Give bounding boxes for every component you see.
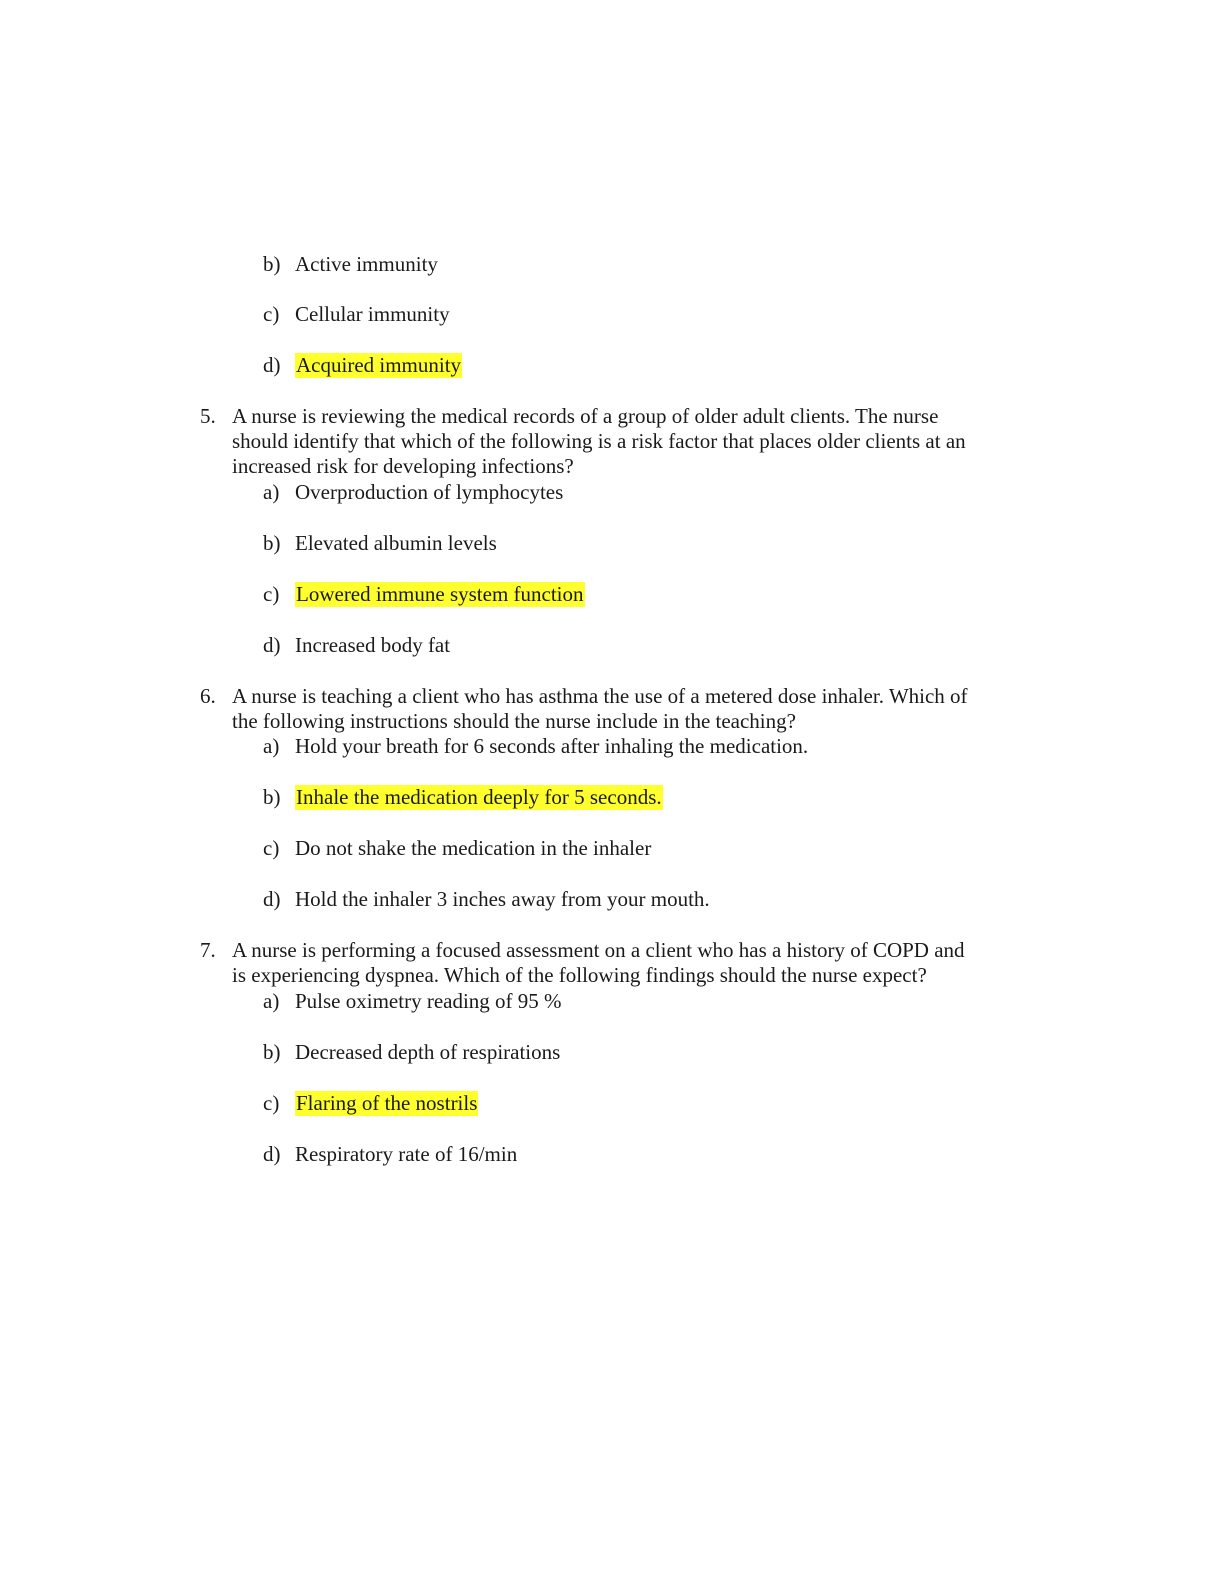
option-letter: d) xyxy=(263,1142,281,1166)
option-text: Increased body fat xyxy=(295,633,451,657)
option-letter: a) xyxy=(263,480,280,504)
question-stem-line: A nurse is performing a focused assessment on a client who has a history of COPD and xyxy=(232,938,965,962)
highlighted-answer: Acquired immunity xyxy=(296,353,462,377)
option-letter: b) xyxy=(263,785,281,809)
option-letter: b) xyxy=(263,1040,281,1064)
question-stem-line: should identify that which of the following is a risk factor that places older clients at an xyxy=(232,429,966,453)
option-letter: c) xyxy=(263,836,280,860)
question-stem-line: is experiencing dyspnea. Which of the following findings should the nurse expect? xyxy=(232,963,927,987)
option-letter: c) xyxy=(263,1091,280,1115)
highlighted-answer: Inhale the medication deeply for 5 seconds. xyxy=(296,785,662,809)
highlighted-answer: Flaring of the nostrils xyxy=(296,1091,478,1115)
question-stem-line: A nurse is reviewing the medical records of a group of older adult clients. The nurse xyxy=(232,404,939,428)
option-text: Decreased depth of respirations xyxy=(295,1040,561,1064)
option-letter: a) xyxy=(263,734,280,758)
option-text: Respiratory rate of 16/min xyxy=(295,1142,518,1166)
option-text: Do not shake the medication in the inhaler xyxy=(295,836,652,860)
option-letter: d) xyxy=(263,887,281,911)
option-text: Elevated albumin levels xyxy=(295,531,497,555)
option-letter: a) xyxy=(263,989,280,1013)
option-letter: b) xyxy=(263,252,281,276)
question-stem-line: the following instructions should the nurse include in the teaching? xyxy=(232,709,796,733)
option-text: Cellular immunity xyxy=(295,302,450,326)
option-letter: b) xyxy=(263,531,281,555)
option-text: Pulse oximetry reading of 95 % xyxy=(295,989,562,1013)
option-text: Hold your breath for 6 seconds after inhaling the medication. xyxy=(295,734,809,758)
option-text: Hold the inhaler 3 inches away from your mouth. xyxy=(295,887,710,911)
question-number: 5. xyxy=(200,404,216,428)
question-stem-line: increased risk for developing infections? xyxy=(232,454,574,478)
highlighted-answer: Lowered immune system function xyxy=(296,582,584,606)
question-number: 7. xyxy=(200,938,216,962)
option-letter: c) xyxy=(263,582,280,606)
option-text: Overproduction of lymphocytes xyxy=(295,480,564,504)
question-number: 6. xyxy=(200,684,216,708)
option-text: Active immunity xyxy=(295,252,438,276)
option-letter: d) xyxy=(263,353,281,377)
question-stem-line: A nurse is teaching a client who has asthma the use of a metered dose inhaler. Which of xyxy=(232,684,968,708)
option-letter: c) xyxy=(263,302,280,326)
option-letter: d) xyxy=(263,633,281,657)
